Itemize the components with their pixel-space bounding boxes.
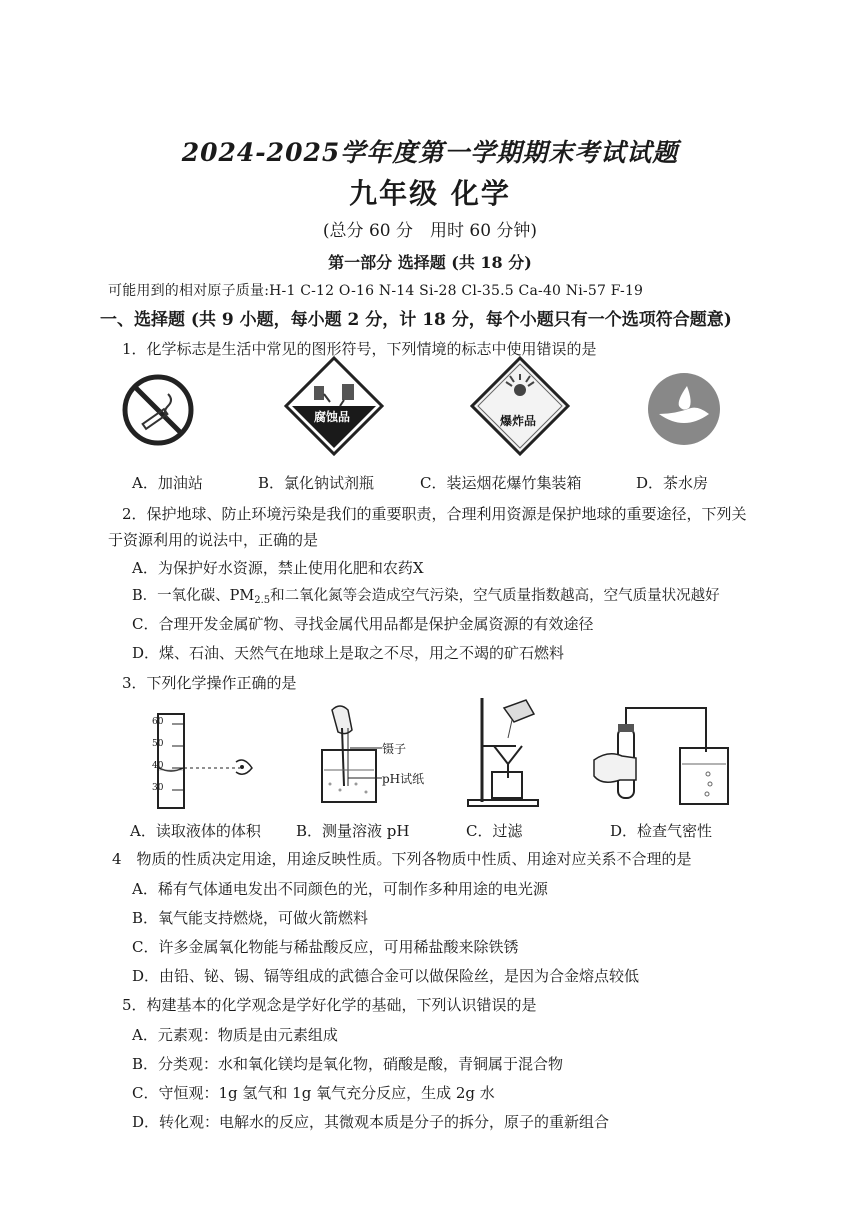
- q5-option-c: C．守恒观：1g 氢气和 1g 氧气充分反应，生成 2g 水: [132, 1084, 495, 1102]
- q3-stem: 3．下列化学操作正确的是: [122, 674, 297, 692]
- q1-option-c: C．装运烟花爆竹集装箱: [420, 474, 582, 492]
- graduated-cylinder-figure: [150, 710, 265, 810]
- q4-option-b: B．氧气能支持燃烧，可做火箭燃料: [132, 909, 369, 927]
- airtightness-figure: [588, 698, 738, 810]
- q2-option-a: A．为保护好水资源，禁止使用化肥和农药X: [132, 559, 424, 577]
- q5-option-a: A．元素观：物质是由元素组成: [132, 1026, 338, 1044]
- q5-option-b: B．分类观：水和氧化镁均是氧化物，硝酸是酸，青铜属于混合物: [132, 1055, 564, 1073]
- exam-title: 2024-2025学年度第一学期期末考试试题: [181, 138, 679, 167]
- q3-option-b: B．测量溶液 pH: [296, 822, 410, 840]
- cylinder-tick-50: 50: [152, 739, 164, 749]
- cylinder-tick-40: 40: [152, 761, 164, 771]
- q5-stem: 5．构建基本的化学观念是学好化学的基础，下列认识错误的是: [122, 996, 537, 1014]
- q4-option-c: C．许多金属氧化物能与稀盐酸反应，可用稀盐酸来除铁锈: [132, 938, 519, 956]
- cylinder-tick-30: 30: [152, 783, 164, 793]
- atomic-masses: 可能用到的相对原子质量:H-1 C-12 O-16 N-14 Si-28 Cl-35.5 Ca-40 Ni-57 F-19: [108, 283, 644, 299]
- explosive-sign-icon: [470, 356, 570, 456]
- q1-option-d: D．茶水房: [636, 474, 709, 492]
- q1-stem: 1．化学标志是生活中常见的图形符号，下列情境的标志中使用错误的是: [122, 340, 597, 358]
- explosive-label: 爆炸品: [500, 414, 537, 428]
- exam-info: (总分 60 分 用时 60 分钟): [322, 221, 538, 241]
- corrosive-label: 腐蚀品: [314, 410, 351, 424]
- q5-option-d: D．转化观：电解水的反应，其微观本质是分子的拆分，原子的重新组合: [132, 1113, 610, 1131]
- section-heading: 一、选择题 (共 9 小题，每小题 2 分，计 18 分，每个小题只有一个选项符合题意): [100, 310, 732, 330]
- exam-subtitle: 九年级 化学: [349, 177, 511, 210]
- water-saving-sign-icon: [645, 370, 723, 448]
- q3-option-a: A．读取液体的体积: [130, 822, 261, 840]
- filtration-figure: [460, 694, 560, 810]
- part-heading: 第一部分 选择题 (共 18 分): [328, 253, 532, 272]
- q4-option-d: D．由铅、铋、锡、镉等组成的武德合金可以做保险丝，是因为合金熔点较低: [132, 967, 640, 985]
- q4-option-a: A．稀有气体通电发出不同颜色的光，可制作多种用途的电光源: [132, 880, 548, 898]
- q2-option-b-pre: B．一氧化碳、PM: [132, 588, 255, 604]
- q3-option-d: D．检查气密性: [610, 822, 713, 840]
- q2-option-b-sub: 2.5: [254, 595, 271, 606]
- tweezers-label: 镊子: [382, 742, 407, 756]
- q2-stem-line1: 2．保护地球、防止环境污染是我们的重要职责，合理利用资源是保护地球的重要途径，下列关: [122, 505, 747, 523]
- q4-stem: 4 物质的性质决定用途，用途反映性质。下列各物质中性质、用途对应关系不合理的是: [112, 850, 692, 868]
- q2-option-b-post: 和二氧化氮等会造成空气污染，空气质量指数越高，空气质量状况越好: [270, 588, 720, 604]
- cylinder-tick-60: 60: [152, 717, 164, 727]
- q2-stem-line2: 于资源利用的说法中，正确的是: [108, 531, 319, 549]
- q3-option-c: C．过滤: [466, 822, 523, 840]
- corrosive-sign-icon: [284, 356, 384, 456]
- q2-option-d: D．煤、石油、天然气在地球上是取之不尽，用之不竭的矿石燃料: [132, 644, 565, 662]
- no-smoking-sign-icon: [120, 372, 196, 448]
- q1-option-a: A．加油站: [132, 474, 203, 492]
- q2-option-c: C．合理开发金属矿物、寻找金属代用品都是保护金属资源的有效途径: [132, 615, 594, 633]
- ph-paper-label: pH试纸: [382, 772, 425, 786]
- q2-option-b: [132, 584, 720, 606]
- q1-option-b: B．氯化钠试剂瓶: [258, 474, 375, 492]
